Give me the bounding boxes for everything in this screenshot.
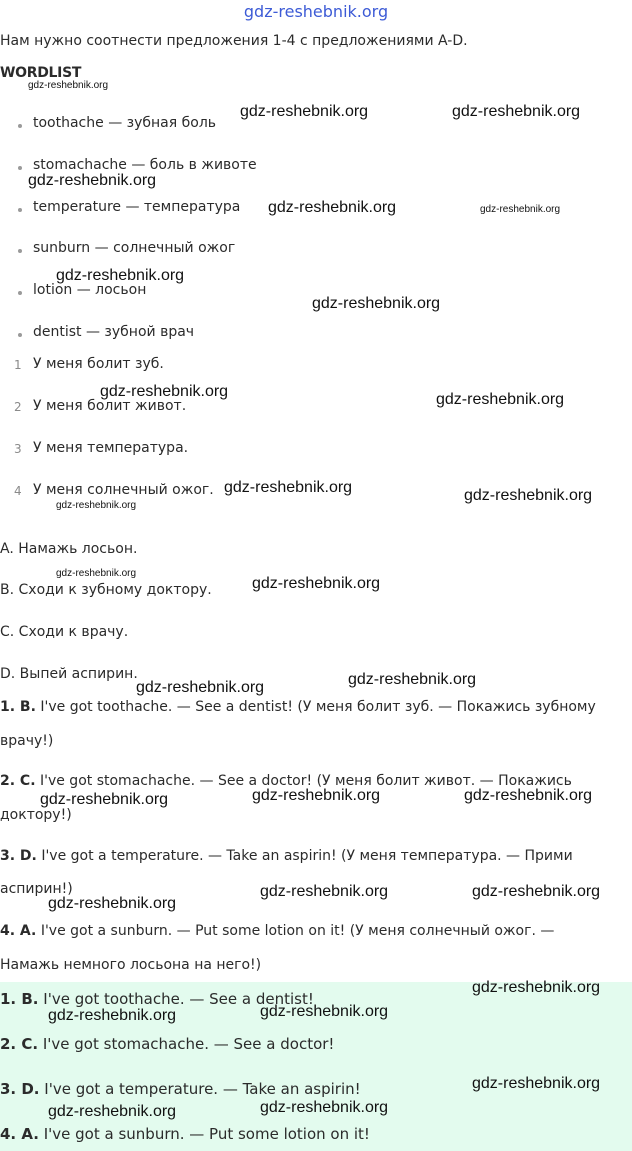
watermark: gdz-reshebnik.org <box>28 80 109 91</box>
watermark: gdz-reshebnik.org <box>56 267 185 284</box>
summary-text: I've got a sunburn. — Put some lotion on it! <box>43 1125 370 1143</box>
summary-line <box>0 1080 361 1098</box>
sentence-number: 2 <box>14 400 22 414</box>
summary-key: 4. A. <box>0 1125 39 1143</box>
answer-key: 2. C. <box>0 773 36 789</box>
watermark: gdz-reshebnik.org <box>48 1103 177 1120</box>
watermark: gdz-reshebnik.org <box>252 575 381 592</box>
watermark: gdz-reshebnik.org <box>252 787 381 804</box>
sentence-number: 1 <box>14 358 22 372</box>
summary-key: 3. D. <box>0 1080 40 1098</box>
answer-key: 3. D. <box>0 848 37 864</box>
bullet-icon <box>18 249 22 253</box>
watermark: gdz-reshebnik.org <box>464 787 593 804</box>
wordlist-item: toothache — зубная боль <box>33 115 217 131</box>
answer-key: 1. B. <box>0 699 36 715</box>
answer-text: I've got a sunburn. — Put some lotion on it! (У меня солнечный ожог. — <box>40 923 555 939</box>
sentence-text: У меня болит живот. <box>33 398 187 414</box>
answer-line <box>0 699 596 715</box>
watermark: gdz-reshebnik.org <box>48 895 177 912</box>
summary-line <box>0 1035 334 1053</box>
wordlist-title: WORDLIST <box>0 65 82 81</box>
watermark: gdz-reshebnik.org <box>240 103 369 120</box>
bullet-icon <box>18 124 22 128</box>
watermark: gdz-reshebnik.org <box>48 1007 177 1024</box>
bullet-icon <box>18 333 22 337</box>
watermark: gdz-reshebnik.org <box>260 1099 389 1116</box>
wordlist-item: temperature — температура <box>33 199 241 215</box>
option-item: B. Сходи к зубному доктору. <box>0 582 212 598</box>
watermark: gdz-reshebnik.org <box>260 883 389 900</box>
sentence-text: У меня болит зуб. <box>33 356 164 372</box>
bullet-icon <box>18 208 22 212</box>
answer-key: 4. A. <box>0 923 37 939</box>
sentence-text: У меня температура. <box>33 440 189 456</box>
watermark: gdz-reshebnik.org <box>348 671 477 688</box>
watermark: gdz-reshebnik.org <box>480 204 561 215</box>
answer-line <box>0 923 554 939</box>
answer-continuation: доктору!) <box>0 807 72 823</box>
watermark: gdz-reshebnik.org <box>472 1075 601 1092</box>
watermark: gdz-reshebnik.org <box>464 487 593 504</box>
watermark: gdz-reshebnik.org <box>28 172 157 189</box>
wordlist-item: stomachache — боль в животе <box>33 157 257 173</box>
sentence-text: У меня солнечный ожог. <box>33 482 214 498</box>
watermark: gdz-reshebnik.org <box>260 1003 389 1020</box>
watermark: gdz-reshebnik.org <box>40 791 169 808</box>
bullet-icon <box>18 166 22 170</box>
watermark: gdz-reshebnik.org <box>452 103 581 120</box>
watermark: gdz-reshebnik.org <box>472 883 601 900</box>
summary-line <box>0 1125 370 1143</box>
option-item: D. Выпей аспирин. <box>0 666 138 682</box>
summary-text: I've got toothache. — See a dentist! <box>43 990 314 1008</box>
sentence-number: 4 <box>14 484 22 498</box>
watermark: gdz-reshebnik.org <box>56 500 137 511</box>
watermark: gdz-reshebnik.org <box>56 568 137 579</box>
answer-text: I've got toothache. — See a dentist! (У меня болит зуб. — Покажись зубному <box>40 699 596 715</box>
summary-key: 1. B. <box>0 990 39 1008</box>
wordlist-item: dentist — зубной врач <box>33 324 195 340</box>
watermark: gdz-reshebnik.org <box>136 679 265 696</box>
option-item: C. Сходи к врачу. <box>0 624 129 640</box>
summary-text: I've got stomachache. — See a doctor! <box>42 1035 335 1053</box>
site-header[interactable]: gdz-reshebnik.org <box>243 2 389 21</box>
option-item: A. Намажь лосьон. <box>0 541 138 557</box>
watermark: gdz-reshebnik.org <box>268 199 397 216</box>
summary-key: 2. C. <box>0 1035 39 1053</box>
summary-text: I've got a temperature. — Take an aspirin! <box>44 1080 361 1098</box>
answer-continuation: аспирин!) <box>0 881 73 897</box>
watermark: gdz-reshebnik.org <box>224 479 353 496</box>
sentence-number: 3 <box>14 442 22 456</box>
answer-continuation: врачу!) <box>0 733 54 749</box>
wordlist-item: sunburn — солнечный ожог <box>33 240 236 256</box>
answer-continuation: Намажь немного лосьона на него!) <box>0 957 262 973</box>
wordlist-item: lotion — лосьон <box>33 282 147 298</box>
answer-line <box>0 848 573 864</box>
bullet-icon <box>18 291 22 295</box>
intro-text: Нам нужно соотнести предложения 1-4 с предложениями A-D. <box>0 33 468 49</box>
watermark: gdz-reshebnik.org <box>436 391 565 408</box>
watermark: gdz-reshebnik.org <box>100 383 229 400</box>
watermark: gdz-reshebnik.org <box>312 295 441 312</box>
answer-text: I've got a temperature. — Take an aspirin! (У меня температура. — Прими <box>41 848 573 864</box>
answer-text: I've got stomachache. — See a doctor! (У меня болит живот. — Покажись <box>39 773 572 789</box>
watermark: gdz-reshebnik.org <box>472 979 601 996</box>
